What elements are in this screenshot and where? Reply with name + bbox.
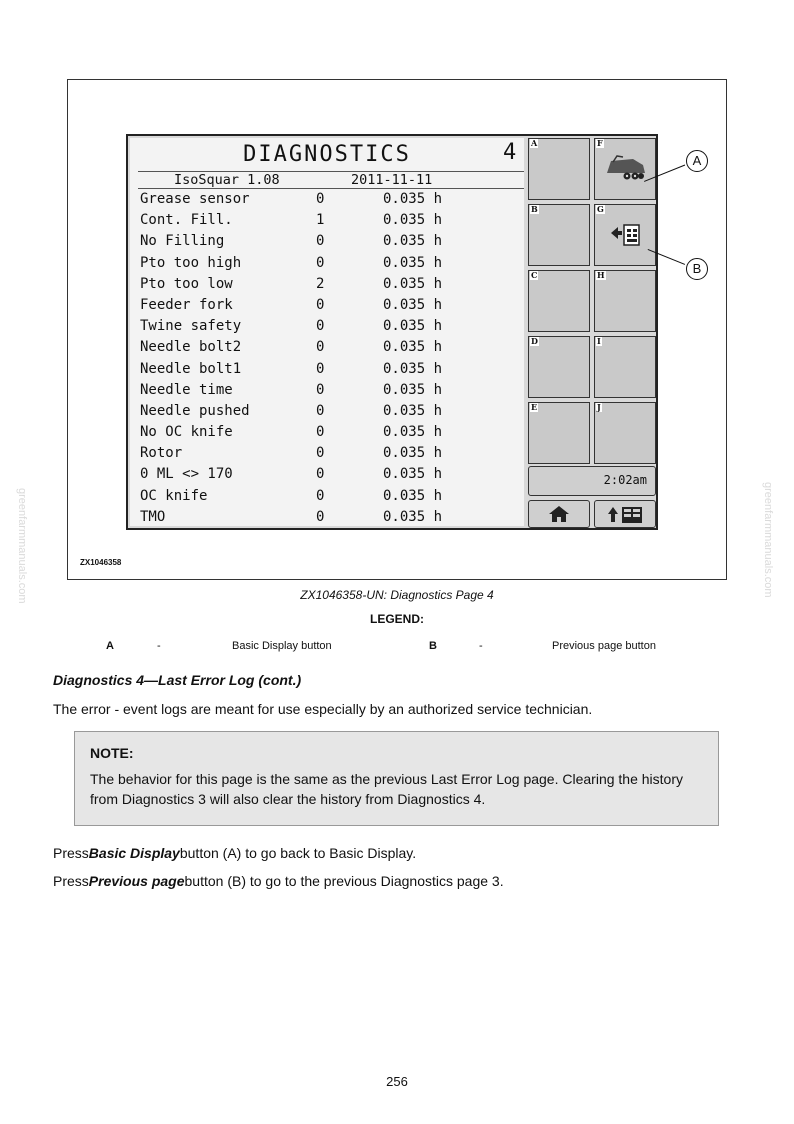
note-box xyxy=(74,731,719,826)
error-count: 0 xyxy=(316,233,325,250)
screen-date: 2011-11-11 xyxy=(351,172,433,188)
callout-a: A xyxy=(686,150,708,172)
diagnostics-panel xyxy=(130,138,524,526)
error-count: 0 xyxy=(316,360,325,377)
legend-a-description: Basic Display button xyxy=(232,640,332,652)
error-name: No OC knife xyxy=(140,424,233,441)
error-name: Needle time xyxy=(140,381,233,398)
press-word: Press xyxy=(53,873,89,889)
softkey-c[interactable] xyxy=(528,270,590,332)
error-log-row xyxy=(140,210,524,231)
error-name: Cont. Fill. xyxy=(140,212,233,229)
softkey-label: B xyxy=(531,204,538,214)
press-word: Press xyxy=(53,845,89,861)
error-count: 1 xyxy=(316,212,325,229)
error-name: OC knife xyxy=(140,487,208,504)
error-count: 0 xyxy=(316,191,325,207)
instruction-text: button (A) to go back to Basic Display. xyxy=(179,845,417,861)
error-time: 0.035 h xyxy=(383,296,443,313)
home-icon xyxy=(548,505,570,523)
callout-b: B xyxy=(686,258,708,280)
error-name: Pto too low xyxy=(140,275,233,292)
error-count: 0 xyxy=(316,381,325,398)
error-count: 0 xyxy=(316,508,325,525)
softkey-e[interactable] xyxy=(528,402,590,464)
page-number: 256 xyxy=(386,1074,408,1089)
error-time: 0.035 h xyxy=(383,466,443,483)
legend-a-key: A xyxy=(106,640,114,652)
softkey-label: G xyxy=(597,204,604,214)
legend-b-description: Previous page button xyxy=(552,640,656,652)
softkey-label: I xyxy=(597,336,601,346)
home-button[interactable] xyxy=(528,500,590,528)
baler-icon xyxy=(603,153,649,183)
error-count: 0 xyxy=(316,445,325,462)
section-heading: Diagnostics 4—Last Error Log (cont.) xyxy=(53,672,302,688)
error-count: 0 xyxy=(316,318,325,335)
error-count: 2 xyxy=(316,275,325,292)
error-name: TMO xyxy=(140,508,166,525)
screen-title: DIAGNOSTICS xyxy=(243,142,411,167)
error-time: 0.035 h xyxy=(383,445,443,462)
error-log-row xyxy=(140,422,524,443)
error-count: 0 xyxy=(316,487,325,504)
error-time: 0.035 h xyxy=(383,424,443,441)
error-time: 0.035 h xyxy=(383,487,443,504)
error-log-row xyxy=(140,464,524,485)
error-name: Feeder fork xyxy=(140,296,233,313)
error-time: 0.035 h xyxy=(383,508,443,525)
intro-paragraph: The error - event logs are meant for use especially by an authorized service technician. xyxy=(53,701,593,717)
clock-display: 2:02am xyxy=(528,466,656,496)
previous-page-button[interactable] xyxy=(594,204,656,266)
error-name: Needle bolt1 xyxy=(140,360,242,377)
error-time: 0.035 h xyxy=(383,275,443,292)
error-name: No Filling xyxy=(140,233,225,250)
watermark-left: greenfarmmanuals.com xyxy=(16,488,28,604)
screen-page-number: 4 xyxy=(503,140,517,165)
error-time: 0.035 h xyxy=(383,402,443,419)
softkey-label: C xyxy=(531,270,538,280)
legend-title: LEGEND: xyxy=(370,612,424,626)
error-name: Grease sensor xyxy=(140,191,250,207)
error-time: 0.035 h xyxy=(383,360,443,377)
screen-subheader xyxy=(140,172,524,188)
softkey-i[interactable] xyxy=(594,336,656,398)
error-count: 0 xyxy=(316,402,325,419)
error-log-row xyxy=(140,295,524,316)
menu-up-icon xyxy=(607,504,647,526)
basic-display-button[interactable] xyxy=(594,138,656,200)
error-name: Needle bolt2 xyxy=(140,339,242,356)
error-log-row xyxy=(140,253,524,274)
note-body: The behavior for this page is the same as the previous Last Error Log page. Clearing the history from Diagnostics 3 will also clear the history from Diagnostics 4. xyxy=(90,771,683,807)
figure-caption: ZX1046358-UN: Diagnostics Page 4 xyxy=(300,588,494,602)
error-count: 0 xyxy=(316,466,325,483)
error-count: 0 xyxy=(316,424,325,441)
error-log-row xyxy=(140,443,524,464)
legend-a-dash: - xyxy=(157,640,161,652)
error-log-row xyxy=(140,401,524,422)
softkey-h[interactable] xyxy=(594,270,656,332)
error-log-row xyxy=(140,507,524,528)
error-count: 0 xyxy=(316,254,325,271)
error-log-row xyxy=(140,359,524,380)
error-log-row xyxy=(140,337,524,358)
error-log-row xyxy=(140,231,524,252)
softkey-a[interactable] xyxy=(528,138,590,200)
softkey-b[interactable] xyxy=(528,204,590,266)
figure-id: ZX1046358 xyxy=(80,558,122,567)
error-name: Needle pushed xyxy=(140,402,250,419)
error-count: 0 xyxy=(316,296,325,313)
error-time: 0.035 h xyxy=(383,339,443,356)
error-time: 0.035 h xyxy=(383,212,443,229)
error-log-row xyxy=(140,274,524,295)
softkey-label: A xyxy=(531,138,538,148)
error-log-row xyxy=(140,316,524,337)
instruction-text: button (B) to go to the previous Diagnostics page 3. xyxy=(184,873,504,889)
error-time: 0.035 h xyxy=(383,191,443,207)
softkey-label: J xyxy=(597,402,601,412)
product-version: IsoSquar 1.08 xyxy=(174,172,280,188)
error-log-row xyxy=(140,380,524,401)
softkey-label: E xyxy=(531,402,538,412)
error-name: Twine safety xyxy=(140,318,242,335)
note-title: NOTE: xyxy=(90,745,134,761)
legend-b-dash: - xyxy=(479,640,483,652)
softkey-j[interactable] xyxy=(594,402,656,464)
menu-up-button[interactable] xyxy=(594,500,656,528)
error-name: 0 ML <> 170 xyxy=(140,466,233,483)
error-time: 0.035 h xyxy=(383,233,443,250)
basic-display-term: Basic Display xyxy=(88,845,180,861)
instruction-previous-page xyxy=(53,873,504,889)
error-log-list xyxy=(140,189,524,528)
previous-page-icon xyxy=(609,221,643,251)
error-time: 0.035 h xyxy=(383,381,443,398)
watermark-right: greenfarmmanuals.com xyxy=(762,482,774,598)
error-log-row xyxy=(140,486,524,507)
softkey-d[interactable] xyxy=(528,336,590,398)
error-log-row xyxy=(140,189,524,210)
error-time: 0.035 h xyxy=(383,318,443,335)
softkey-label: H xyxy=(597,270,605,280)
error-name: Pto too high xyxy=(140,254,242,271)
instruction-basic-display xyxy=(53,845,416,861)
previous-page-term: Previous page xyxy=(88,873,185,889)
error-name: Rotor xyxy=(140,445,183,462)
softkey-label: D xyxy=(531,336,538,346)
legend-b-key: B xyxy=(429,640,437,652)
figure-frame xyxy=(67,79,727,580)
softkey-label: F xyxy=(597,138,603,148)
diagnostics-screen xyxy=(126,134,658,530)
error-count: 0 xyxy=(316,339,325,356)
error-time: 0.035 h xyxy=(383,254,443,271)
